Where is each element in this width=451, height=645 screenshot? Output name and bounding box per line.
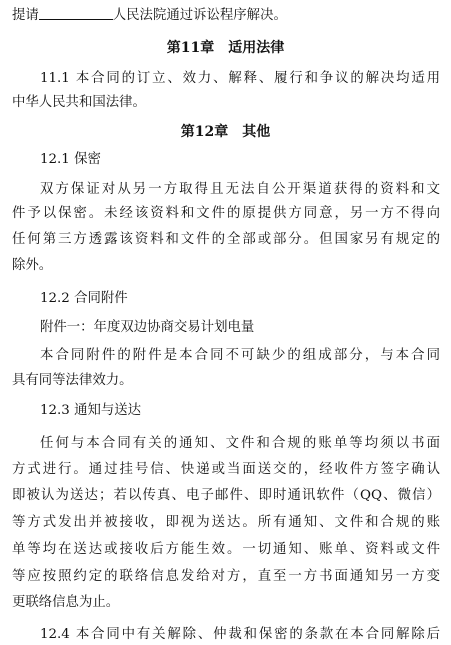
court-blank-field (39, 6, 113, 20)
section-12-1-title: 12.1 保密 (40, 152, 101, 167)
section-12-1-line: 除外。 (12, 258, 53, 273)
chapter-12-number: 第12章 (180, 124, 229, 140)
section-12-2-title: 12.2 合同附件 (40, 291, 128, 306)
chapter-11-title: 适用法律 (228, 40, 285, 56)
clause-12-4-line: 12.4 本合同中有关解除、仲裁和保密的条款在本合同解除后 (40, 627, 440, 642)
section-12-1-line: 件予以保密。未经该资料和文件的原提供方同意，另一方不得向 (12, 206, 440, 221)
section-12-1-line: 双方保证对从另一方取得且无法自公开渠道获得的资料和文 (40, 182, 440, 197)
top-line (12, 6, 440, 26)
section-12-3-line: 单等均在送达或接收后方能生效。一切通知、账单、资料或文件 (12, 542, 440, 557)
top-line-prefix: 提请 (12, 8, 39, 23)
section-12-1-line: 任何第三方透露该资料和文件的全部或部分。但国家另有规定的 (12, 232, 440, 247)
section-12-3-line: 任何与本合同有关的通知、文件和合规的账单等均须以书面 (40, 436, 440, 451)
section-12-3-line: 即被认为送达；若以传真、电子邮件、即时通讯软件（QQ、微信） (12, 488, 440, 503)
section-12-3-line: 等应按照约定的联络信息发给对方，直至一方书面通知另一方变 (12, 569, 440, 584)
top-line-suffix: 人民法院通过诉讼程序解决。 (112, 8, 287, 23)
section-12-3-line: 更联络信息为止。 (12, 595, 120, 610)
section-12-2-line: 本合同附件的附件是本合同不可缺少的组成部分，与本合同 (40, 348, 440, 363)
attachment-1-line: 附件一：年度双边协商交易计划电量 (40, 320, 255, 335)
clause-11-1-line: 11.1 本合同的订立、效力、解释、履行和争议的解决均适用 (40, 71, 440, 86)
chapter-11-heading (0, 38, 451, 58)
section-12-3-line: 等方式发出并被接收，即视为送达。所有通知、文件和合规的账 (12, 515, 440, 530)
chapter-12-heading (0, 122, 451, 142)
section-12-3-title: 12.3 通知与送达 (40, 403, 142, 418)
section-12-3-line: 方式进行。通过挂号信、快递或当面送交的，经收件方签字确认 (12, 462, 440, 477)
clause-11-1-line: 中华人民共和国法律。 (12, 95, 146, 110)
section-12-2-line: 具有同等法律效力。 (12, 373, 133, 388)
chapter-11-number: 第11章 (166, 40, 215, 56)
chapter-12-title: 其他 (242, 124, 271, 140)
